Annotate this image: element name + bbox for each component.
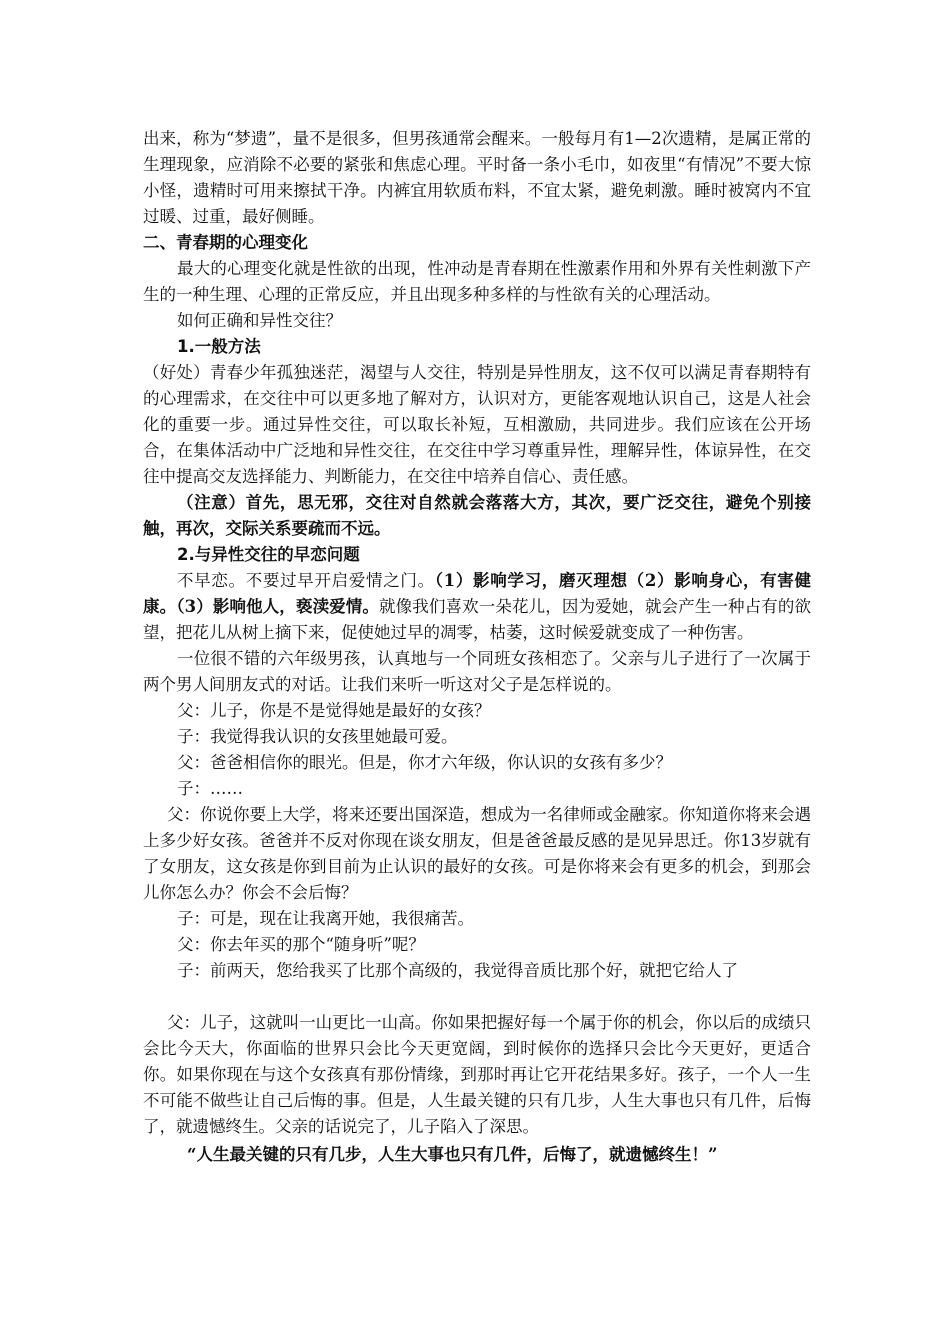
document-page — [143, 126, 811, 1168]
paragraph-benefits: （好处）青春少年孤独迷茫，渴望与人交往，特别是异性朋友，这不仅可以满足青春期特有的心理需求，在交往中可以更多地了解对方，认识对方，更能客观地认识自己，这是人社会化的重要一步。通过异性交往，可以取长补短，互相激励，共同进步。我们应该在公开场合，在集体活动中广泛地和异性交往，在交往中学习尊重异性，理解异性，体谅异性，在交往中提高交友选择能力、判断能力，在交往中培养自信心、责任感。 — [143, 363, 811, 486]
section-heading-psychological-change: 二、青春期的心理变化 — [143, 233, 308, 252]
dialogue-line: 父：儿子，这就叫一山更比一山高。你如果把握好每一个属于你的机会，你以后的成绩只会比今天大，你面临的世界只会比今天更宽阔，到时候你的选择只会比今天更好，更适合你。如果你现在与这个女孩真有那份情缘，到那时再让它开花结果多好。孩子，一个人一生不可能不做些让自己后悔的事。但是，人生最关键的只有几步，人生大事也只有几件，后悔了，就遗憾终生。父亲的话说完了，儿子陷入了深思。 — [143, 1013, 811, 1136]
paragraph-question: 如何正确和异性交往？ — [177, 311, 342, 330]
dialogue-line: 父：你去年买的那个“随身听”呢？ — [177, 935, 425, 954]
dialogue-line: 子：…… — [177, 779, 243, 798]
dialogue-line: 子：前两天，您给我买了比那个高级的，我觉得音质比那个好，就把它给人了 — [177, 961, 738, 980]
dialogue-line: 子：我觉得我认识的女孩里她最可爱。 — [177, 727, 458, 746]
paragraph-story-intro: 一位很不错的六年级男孩，认真地与一个同班女孩相恋了。父亲与儿子进行了一次属于两个男人间朋友式的对话。让我们来听一听这对父子是怎样说的。 — [143, 649, 811, 694]
subheading-general-method: 1.一般方法 — [177, 337, 261, 356]
dialogue-line: 子：可是，现在让我离开她，我很痛苦。 — [177, 909, 474, 928]
early-love-text-a: 不早恋。不要过早开启爱情之门。 — [177, 571, 435, 590]
early-love-text-b: 就像我们喜欢一朵花儿，因为爱她，就会产生一种占有的欲望，把花儿从树上摘下来，促使她过早的凋零，枯萎，这时候爱就变成了一种伤害。 — [143, 597, 812, 642]
paragraph-psychological-change: 最大的心理变化就是性欲的出现，性冲动是青春期在性激素作用和外界有关性刺激下产生的一种生理、心理的正常反应，并且出现多种多样的与性欲有关的心理活动。 — [143, 259, 811, 304]
early-love-effects: （1）影响学习，磨灭理想（2）影响身心，有害健康。（3）影响他人，亵渎爱情。 — [143, 571, 811, 616]
subheading-early-love: 2.与异性交往的早恋问题 — [177, 545, 360, 564]
blank-line — [143, 984, 811, 1010]
dialogue-line: 父：你说你要上大学，将来还要出国深造，想成为一名律师或金融家。你知道你将来会遇上多少好女孩。爸爸并不反对你现在谈女朋友，但是爸爸最反感的是见异思迁。你13岁就有了女朋友，这女孩是你到目前为止认识的最好的女孩。可是你将来会有更多的机会，到那会儿你怎么办？你会不会后悔？ — [143, 805, 811, 902]
dialogue-line: 父：儿子，你是不是觉得她是最好的女孩？ — [177, 701, 491, 720]
paragraph-intro: 出来，称为“梦遗”，量不是很多，但男孩通常会醒来。一般每月有1—2次遗精，是属正常的生理现象，应消除不必要的紧张和焦虑心理。平时备一条小毛巾，如夜里“有情况”不要大惊小怪，遗精时可用来擦拭干净。内裤宜用软质布料，不宜太紧，避免刺激。睡时被窝内不宜过暖、过重，最好侧睡。 — [143, 129, 811, 226]
paragraph-attention: （注意）首先，思无邪，交往对自然就会落落大方，其次，要广泛交往，避免个别接触，再次，交际关系要疏而不远。 — [143, 493, 811, 538]
dialogue-line: 父：爸爸相信你的眼光。但是，你才六年级，你认识的女孩有多少？ — [177, 753, 672, 772]
paragraph-early-love — [143, 568, 811, 646]
closing-quote: “人生最关键的只有几步，人生大事也只有几件，后悔了，就遗憾终生！” — [187, 1145, 718, 1164]
